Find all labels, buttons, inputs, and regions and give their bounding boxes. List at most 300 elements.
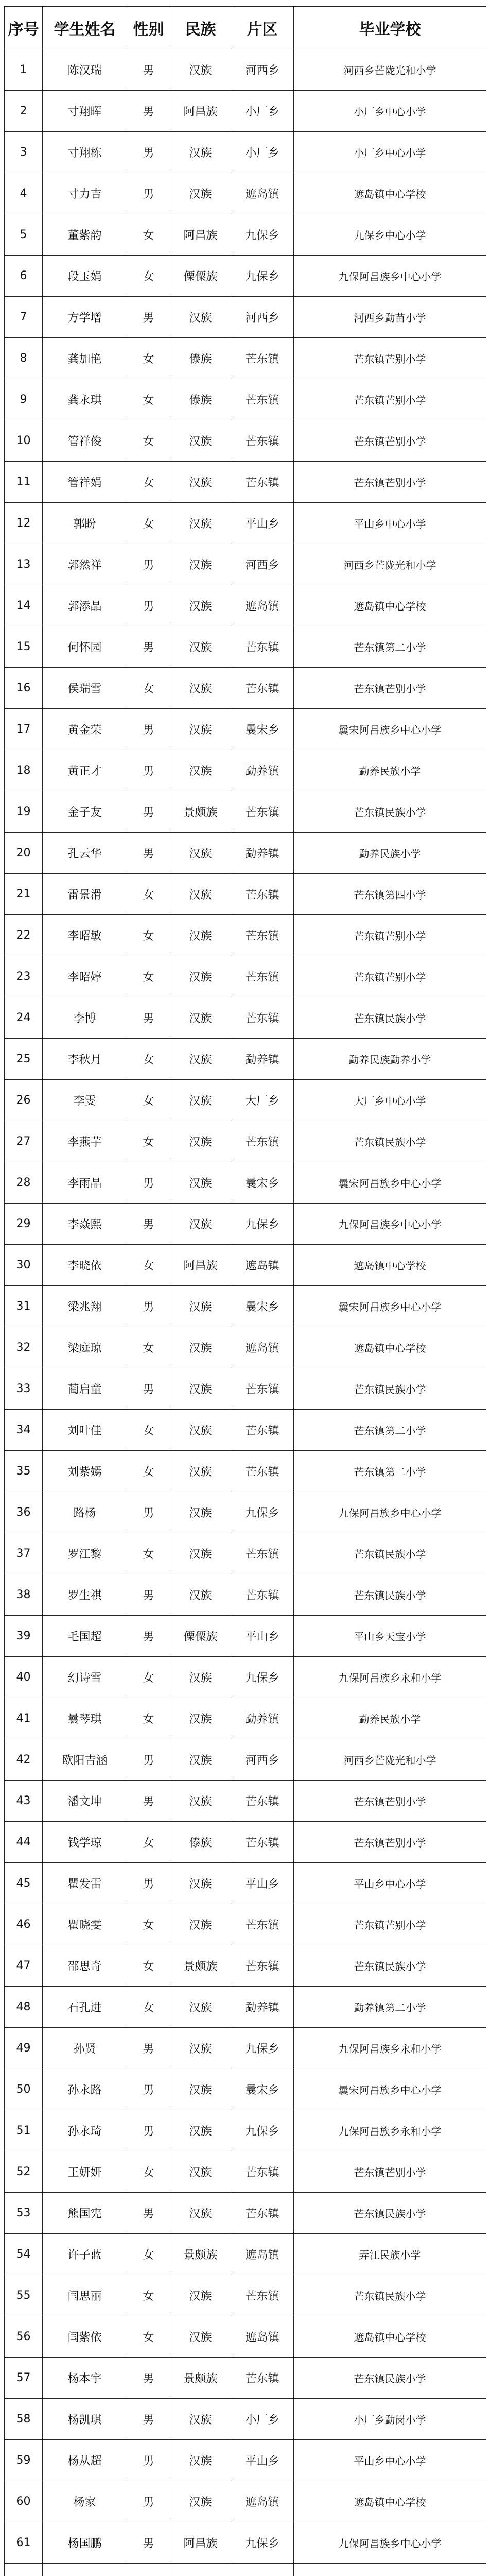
cell-gender: 女 (127, 1410, 170, 1451)
cell-gender: 男 (127, 585, 170, 626)
cell-serial: 30 (5, 1245, 43, 1286)
cell-graduation-school: 平山乡中心小学 (294, 2440, 486, 2481)
cell-ethnicity: 汉族 (170, 1039, 231, 1080)
cell-district: 平山乡 (231, 503, 294, 544)
cell-gender: 女 (127, 2151, 170, 2193)
cell-student-name: 闫紫依 (43, 2316, 127, 2358)
header-ethnicity: 民族 (170, 7, 231, 49)
cell-gender: 男 (127, 49, 170, 91)
cell-district: 勐养镇 (231, 750, 294, 791)
table-row (5, 214, 486, 256)
cell-ethnicity: 汉族 (170, 2481, 231, 2522)
cell-graduation-school: 九保阿昌族乡中心小学 (294, 2522, 486, 2564)
cell-gender: 男 (127, 2193, 170, 2234)
cell-gender: 男 (127, 1739, 170, 1781)
table-row (5, 1574, 486, 1616)
cell-graduation-school: 曩宋阿昌族乡中心小学 (294, 709, 486, 750)
table-row (5, 2316, 486, 2358)
header-gender: 性别 (127, 7, 170, 49)
cell-district: 芒东镇 (231, 1121, 294, 1162)
cell-graduation-school: 九保阿昌族乡中心小学 (294, 1492, 486, 1533)
cell-gender: 女 (127, 256, 170, 297)
cell-student-name: 管祥俊 (43, 420, 127, 462)
table-row (5, 1945, 486, 1987)
cell-district: 芒东镇 (231, 1410, 294, 1451)
cell-ethnicity: 傣族 (170, 379, 231, 420)
cell-serial: 60 (5, 2481, 43, 2522)
cell-gender: 男 (127, 791, 170, 833)
cell-graduation-school: 芒东镇民族小学 (294, 2358, 486, 2399)
table-row (5, 2440, 486, 2481)
cell-serial: 55 (5, 2275, 43, 2316)
cell-graduation-school: 芒东镇民族小学 (294, 1574, 486, 1616)
cell-graduation-school: 芒东镇民族小学 (294, 1533, 486, 1574)
table-row (5, 256, 486, 297)
cell-graduation-school: 曩宋阿昌族乡中心小学 (294, 2069, 486, 2110)
cell-graduation-school: 勐养民族小学 (294, 750, 486, 791)
cell-serial: 7 (5, 297, 43, 338)
cell-serial: 1 (5, 49, 43, 91)
table-row (5, 49, 486, 91)
cell-serial: 43 (5, 1781, 43, 1822)
cell-district: 遮岛镇 (231, 173, 294, 214)
cell-district: 芒东镇 (231, 791, 294, 833)
cell-student-name: 杨凯琪 (43, 2399, 127, 2440)
cell-serial: 36 (5, 1492, 43, 1533)
cell-gender: 女 (127, 2234, 170, 2275)
table-row (5, 668, 486, 709)
cell-district: 芒东镇 (231, 2193, 294, 2234)
cell-ethnicity: 汉族 (170, 2440, 231, 2481)
cell-gender: 女 (127, 1451, 170, 1492)
cell-serial: 59 (5, 2440, 43, 2481)
table-row (5, 2234, 486, 2275)
cell-gender: 男 (127, 1616, 170, 1657)
table-row (5, 1204, 486, 1245)
cell-gender: 男 (127, 997, 170, 1039)
cell-serial: 29 (5, 1204, 43, 1245)
cell-student-name: 杨本宇 (43, 2358, 127, 2399)
cell-district: 芒东镇 (231, 997, 294, 1039)
cell-gender: 男 (127, 544, 170, 585)
cell-ethnicity: 汉族 (170, 709, 231, 750)
cell-gender: 男 (127, 1574, 170, 1616)
cell-gender: 男 (127, 91, 170, 132)
cell-gender: 男 (127, 626, 170, 668)
cell-district: 曩宋乡 (231, 2069, 294, 2110)
cell-graduation-school: 遮岛镇中心学校 (294, 1327, 486, 1368)
cell-graduation-school: 芒东镇第二小学 (294, 1410, 486, 1451)
table-row (5, 1286, 486, 1327)
cell-district: 芒东镇 (231, 915, 294, 956)
cell-graduation-school: 芒东镇芒别小学 (294, 462, 486, 503)
cell-student-name: 王妍妍 (43, 2151, 127, 2193)
cell-ethnicity: 汉族 (170, 915, 231, 956)
cell-graduation-school: 曩宋阿昌族乡中心小学 (294, 1286, 486, 1327)
cell-district: 芒东镇 (231, 1822, 294, 1863)
table-row (5, 1162, 486, 1204)
cell-graduation-school: 平山乡中心小学 (294, 503, 486, 544)
cell-ethnicity (170, 2564, 231, 2576)
cell-serial: 9 (5, 379, 43, 420)
table-row (5, 791, 486, 833)
cell-district: 芒东镇 (231, 626, 294, 668)
cell-serial: 42 (5, 1739, 43, 1781)
student-table-container (4, 6, 486, 2576)
table-row (5, 1492, 486, 1533)
cell-serial: 38 (5, 1574, 43, 1616)
cell-gender: 男 (127, 2028, 170, 2069)
cell-graduation-school: 平山乡中心小学 (294, 1863, 486, 1904)
cell-ethnicity: 汉族 (170, 956, 231, 997)
cell-ethnicity: 汉族 (170, 544, 231, 585)
cell-graduation-school: 九保阿昌族乡永和小学 (294, 2028, 486, 2069)
cell-serial: 51 (5, 2110, 43, 2151)
cell-serial: 12 (5, 503, 43, 544)
cell-district: 芒东镇 (231, 1945, 294, 1987)
cell-district: 芒东镇 (231, 2358, 294, 2399)
cell-ethnicity: 汉族 (170, 503, 231, 544)
cell-student-name: 潘文坤 (43, 1781, 127, 1822)
cell-ethnicity: 汉族 (170, 1327, 231, 1368)
cell-student-name: 瞿发雷 (43, 1863, 127, 1904)
cell-graduation-school: 九保阿昌族乡永和小学 (294, 2110, 486, 2151)
cell-serial: 16 (5, 668, 43, 709)
cell-graduation-school: 遮岛镇中心学校 (294, 2481, 486, 2522)
student-table (4, 6, 486, 2576)
cell-district: 河西乡 (231, 544, 294, 585)
cell-district: 芒东镇 (231, 379, 294, 420)
cell-serial: 54 (5, 2234, 43, 2275)
cell-graduation-school: 芒东镇民族小学 (294, 1368, 486, 1410)
cell-gender: 男 (127, 2358, 170, 2399)
cell-district: 小厂乡 (231, 132, 294, 173)
cell-gender: 女 (127, 915, 170, 956)
table-row (5, 1039, 486, 1080)
cell-student-name: 金子友 (43, 791, 127, 833)
cell-student-name: 梁兆翔 (43, 1286, 127, 1327)
cell-student-name: 邵思奇 (43, 1945, 127, 1987)
cell-serial: 28 (5, 1162, 43, 1204)
cell-district: 大厂乡 (231, 1080, 294, 1121)
table-row (5, 379, 486, 420)
cell-ethnicity: 汉族 (170, 1162, 231, 1204)
cell-student-name: 石孔进 (43, 1987, 127, 2028)
table-row (5, 1451, 486, 1492)
cell-serial: 27 (5, 1121, 43, 1162)
cell-serial: 46 (5, 1904, 43, 1945)
table-row (5, 338, 486, 379)
cell-serial: 25 (5, 1039, 43, 1080)
cell-graduation-school: 勐养民族勐养小学 (294, 1039, 486, 1080)
cell-ethnicity: 汉族 (170, 2399, 231, 2440)
cell-serial: 17 (5, 709, 43, 750)
cell-gender: 男 (127, 1368, 170, 1410)
cell-serial: 57 (5, 2358, 43, 2399)
cell-student-name: 熊国宪 (43, 2193, 127, 2234)
cell-student-name: 瞿晓雯 (43, 1904, 127, 1945)
cell-graduation-school: 芒东镇芒别小学 (294, 1904, 486, 1945)
cell-ethnicity: 汉族 (170, 2316, 231, 2358)
cell-serial: 48 (5, 1987, 43, 2028)
table-row (5, 1698, 486, 1739)
cell-graduation-school: 芒东镇芒别小学 (294, 420, 486, 462)
cell-ethnicity: 汉族 (170, 1698, 231, 1739)
cell-graduation-school: 小厂乡勐岗小学 (294, 2399, 486, 2440)
cell-student-name: 何怀园 (43, 626, 127, 668)
cell-serial: 35 (5, 1451, 43, 1492)
cell-graduation-school: 芒东镇民族小学 (294, 791, 486, 833)
table-row (5, 132, 486, 173)
cell-serial: 13 (5, 544, 43, 585)
cell-district: 河西乡 (231, 49, 294, 91)
cell-serial: 44 (5, 1822, 43, 1863)
cell-district: 九保乡 (231, 1492, 294, 1533)
cell-gender: 男 (127, 1781, 170, 1822)
cell-student-name: 罗江黎 (43, 1533, 127, 1574)
cell-serial: 37 (5, 1533, 43, 1574)
table-row (5, 2358, 486, 2399)
cell-student-name: 刘叶佳 (43, 1410, 127, 1451)
cell-gender: 女 (127, 1533, 170, 1574)
cell-district: 勐养镇 (231, 1039, 294, 1080)
cell-serial: 21 (5, 874, 43, 915)
cell-graduation-school: 勐养镇第二小学 (294, 1987, 486, 2028)
cell-student-name: 郭盼 (43, 503, 127, 544)
cell-ethnicity: 阿昌族 (170, 91, 231, 132)
cell-district: 遮岛镇 (231, 2316, 294, 2358)
cell-district: 平山乡 (231, 1863, 294, 1904)
table-row (5, 626, 486, 668)
cell-student-name: 李雯 (43, 1080, 127, 1121)
cell-ethnicity: 阿昌族 (170, 214, 231, 256)
table-row (5, 1245, 486, 1286)
cell-ethnicity: 汉族 (170, 1080, 231, 1121)
cell-ethnicity: 汉族 (170, 2110, 231, 2151)
cell-graduation-school: 芒东镇芒别小学 (294, 338, 486, 379)
cell-serial: 20 (5, 833, 43, 874)
cell-gender: 男 (127, 2110, 170, 2151)
table-row (5, 1781, 486, 1822)
table-row (5, 2275, 486, 2316)
cell-ethnicity: 汉族 (170, 1533, 231, 1574)
cell-graduation-school: 芒东镇第二小学 (294, 626, 486, 668)
table-row (5, 1616, 486, 1657)
table-row (5, 2481, 486, 2522)
table-row (5, 91, 486, 132)
table-row (5, 2151, 486, 2193)
cell-graduation-school: 遮岛镇中心学校 (294, 173, 486, 214)
cell-graduation-school: 九保阿昌族乡中心小学 (294, 256, 486, 297)
cell-ethnicity: 汉族 (170, 1204, 231, 1245)
cell-gender: 女 (127, 2316, 170, 2358)
cell-gender: 女 (127, 420, 170, 462)
cell-gender: 女 (127, 1657, 170, 1698)
cell-graduation-school: 芒东镇芒别小学 (294, 2151, 486, 2193)
cell-serial (5, 2564, 43, 2576)
cell-district: 芒东镇 (231, 1904, 294, 1945)
cell-student-name: 许子蓝 (43, 2234, 127, 2275)
cell-gender: 男 (127, 2522, 170, 2564)
cell-student-name: 段玉娟 (43, 256, 127, 297)
cell-serial: 50 (5, 2069, 43, 2110)
cell-district: 芒东镇 (231, 668, 294, 709)
cell-gender: 男 (127, 173, 170, 214)
cell-ethnicity: 汉族 (170, 668, 231, 709)
table-body (5, 49, 486, 2576)
table-row (5, 503, 486, 544)
cell-ethnicity: 阿昌族 (170, 1245, 231, 1286)
cell-student-name: 路杨 (43, 1492, 127, 1533)
cell-gender: 男 (127, 132, 170, 173)
cell-ethnicity: 汉族 (170, 1781, 231, 1822)
cell-graduation-school (294, 2564, 486, 2576)
cell-gender: 女 (127, 1698, 170, 1739)
cell-student-name: 黄正才 (43, 750, 127, 791)
cell-ethnicity: 傈僳族 (170, 1616, 231, 1657)
cell-gender: 女 (127, 1327, 170, 1368)
cell-student-name: 钱学琼 (43, 1822, 127, 1863)
header-district: 片区 (231, 7, 294, 49)
cell-graduation-school: 芒东镇芒别小学 (294, 379, 486, 420)
cell-ethnicity: 汉族 (170, 132, 231, 173)
cell-graduation-school: 芒东镇第四小学 (294, 874, 486, 915)
cell-graduation-school: 大厂乡中心小学 (294, 1080, 486, 1121)
cell-ethnicity: 傣族 (170, 1822, 231, 1863)
cell-student-name: 李秋月 (43, 1039, 127, 1080)
cell-ethnicity: 汉族 (170, 626, 231, 668)
cell-district: 勐养镇 (231, 1987, 294, 2028)
cell-district: 芒东镇 (231, 1451, 294, 1492)
cell-ethnicity: 汉族 (170, 49, 231, 91)
cell-gender: 男 (127, 1162, 170, 1204)
cell-serial: 61 (5, 2522, 43, 2564)
cell-serial: 26 (5, 1080, 43, 1121)
cell-ethnicity: 汉族 (170, 2151, 231, 2193)
cell-graduation-school: 勐养民族小学 (294, 1698, 486, 1739)
cell-ethnicity: 汉族 (170, 1904, 231, 1945)
cell-graduation-school: 小厂乡中心小学 (294, 132, 486, 173)
cell-ethnicity: 汉族 (170, 1286, 231, 1327)
cell-ethnicity: 汉族 (170, 833, 231, 874)
cell-student-name: 李燕芋 (43, 1121, 127, 1162)
cell-ethnicity: 汉族 (170, 2028, 231, 2069)
cell-graduation-school: 芒东镇第二小学 (294, 1451, 486, 1492)
cell-gender: 男 (127, 1492, 170, 1533)
table-header (5, 7, 486, 49)
cell-serial: 40 (5, 1657, 43, 1698)
cell-district: 九保乡 (231, 1204, 294, 1245)
cell-student-name: 陈汉瑞 (43, 49, 127, 91)
table-row (5, 462, 486, 503)
cell-ethnicity: 汉族 (170, 1410, 231, 1451)
cell-ethnicity: 阿昌族 (170, 2522, 231, 2564)
cell-district: 芒东镇 (231, 1781, 294, 1822)
cell-district: 芒东镇 (231, 338, 294, 379)
table-row (5, 1533, 486, 1574)
cell-district: 小厂乡 (231, 2399, 294, 2440)
cell-district: 勐养镇 (231, 1698, 294, 1739)
cell-ethnicity: 傣族 (170, 338, 231, 379)
cell-gender: 男 (127, 709, 170, 750)
cell-student-name: 寸力吉 (43, 173, 127, 214)
cell-ethnicity: 汉族 (170, 1121, 231, 1162)
cell-student-name: 李博 (43, 997, 127, 1039)
cell-student-name: 董紫韵 (43, 214, 127, 256)
cell-gender: 男 (127, 1863, 170, 1904)
cell-district: 遮岛镇 (231, 2234, 294, 2275)
cell-graduation-school: 河西乡芒陇光和小学 (294, 49, 486, 91)
cell-student-name: 杨从超 (43, 2440, 127, 2481)
cell-gender: 女 (127, 1121, 170, 1162)
cell-district: 九保乡 (231, 2522, 294, 2564)
cell-student-name (43, 2564, 127, 2576)
cell-district: 河西乡 (231, 297, 294, 338)
cell-gender (127, 2564, 170, 2576)
cell-district: 平山乡 (231, 1616, 294, 1657)
table-row (5, 173, 486, 214)
cell-district: 小厂乡 (231, 91, 294, 132)
cell-student-name: 雷景滑 (43, 874, 127, 915)
cell-serial: 47 (5, 1945, 43, 1987)
cell-district: 遮岛镇 (231, 1327, 294, 1368)
cell-graduation-school: 勐养民族小学 (294, 833, 486, 874)
cell-graduation-school: 芒东镇芒别小学 (294, 1822, 486, 1863)
cell-gender: 男 (127, 2481, 170, 2522)
cell-student-name: 毛国超 (43, 1616, 127, 1657)
cell-graduation-school: 九保阿昌族乡永和小学 (294, 1657, 486, 1698)
cell-student-name: 龚永琪 (43, 379, 127, 420)
cell-student-name: 李昭敏 (43, 915, 127, 956)
cell-gender: 女 (127, 503, 170, 544)
cell-gender: 女 (127, 1987, 170, 2028)
cell-graduation-school: 遮岛镇中心学校 (294, 585, 486, 626)
cell-student-name: 罗生祺 (43, 1574, 127, 1616)
cell-ethnicity: 汉族 (170, 297, 231, 338)
table-row (5, 709, 486, 750)
cell-district: 河西乡 (231, 1739, 294, 1781)
cell-serial: 10 (5, 420, 43, 462)
cell-gender: 女 (127, 2275, 170, 2316)
cell-ethnicity: 汉族 (170, 173, 231, 214)
header-student-name: 学生姓名 (43, 7, 127, 49)
cell-serial: 22 (5, 915, 43, 956)
cell-ethnicity: 汉族 (170, 874, 231, 915)
cell-graduation-school: 芒东镇民族小学 (294, 2193, 486, 2234)
cell-district: 遮岛镇 (231, 1245, 294, 1286)
cell-district: 芒东镇 (231, 956, 294, 997)
cell-graduation-school: 芒东镇芒别小学 (294, 1781, 486, 1822)
cell-serial: 49 (5, 2028, 43, 2069)
table-row (5, 1904, 486, 1945)
cell-graduation-school: 曩宋阿昌族乡中心小学 (294, 1162, 486, 1204)
cell-student-name: 寸翔栋 (43, 132, 127, 173)
cell-student-name: 李焱熙 (43, 1204, 127, 1245)
cell-ethnicity: 汉族 (170, 997, 231, 1039)
cell-serial: 41 (5, 1698, 43, 1739)
cell-district: 芒东镇 (231, 2275, 294, 2316)
cell-graduation-school: 河西乡芒陇光和小学 (294, 1739, 486, 1781)
cell-district: 九保乡 (231, 2028, 294, 2069)
cell-ethnicity: 景颇族 (170, 2234, 231, 2275)
cell-ethnicity: 景颇族 (170, 1945, 231, 1987)
cell-ethnicity: 景颇族 (170, 2358, 231, 2399)
cell-gender: 女 (127, 338, 170, 379)
header-serial: 序号 (5, 7, 43, 49)
cell-serial: 24 (5, 997, 43, 1039)
cell-serial: 52 (5, 2151, 43, 2193)
cell-serial: 11 (5, 462, 43, 503)
